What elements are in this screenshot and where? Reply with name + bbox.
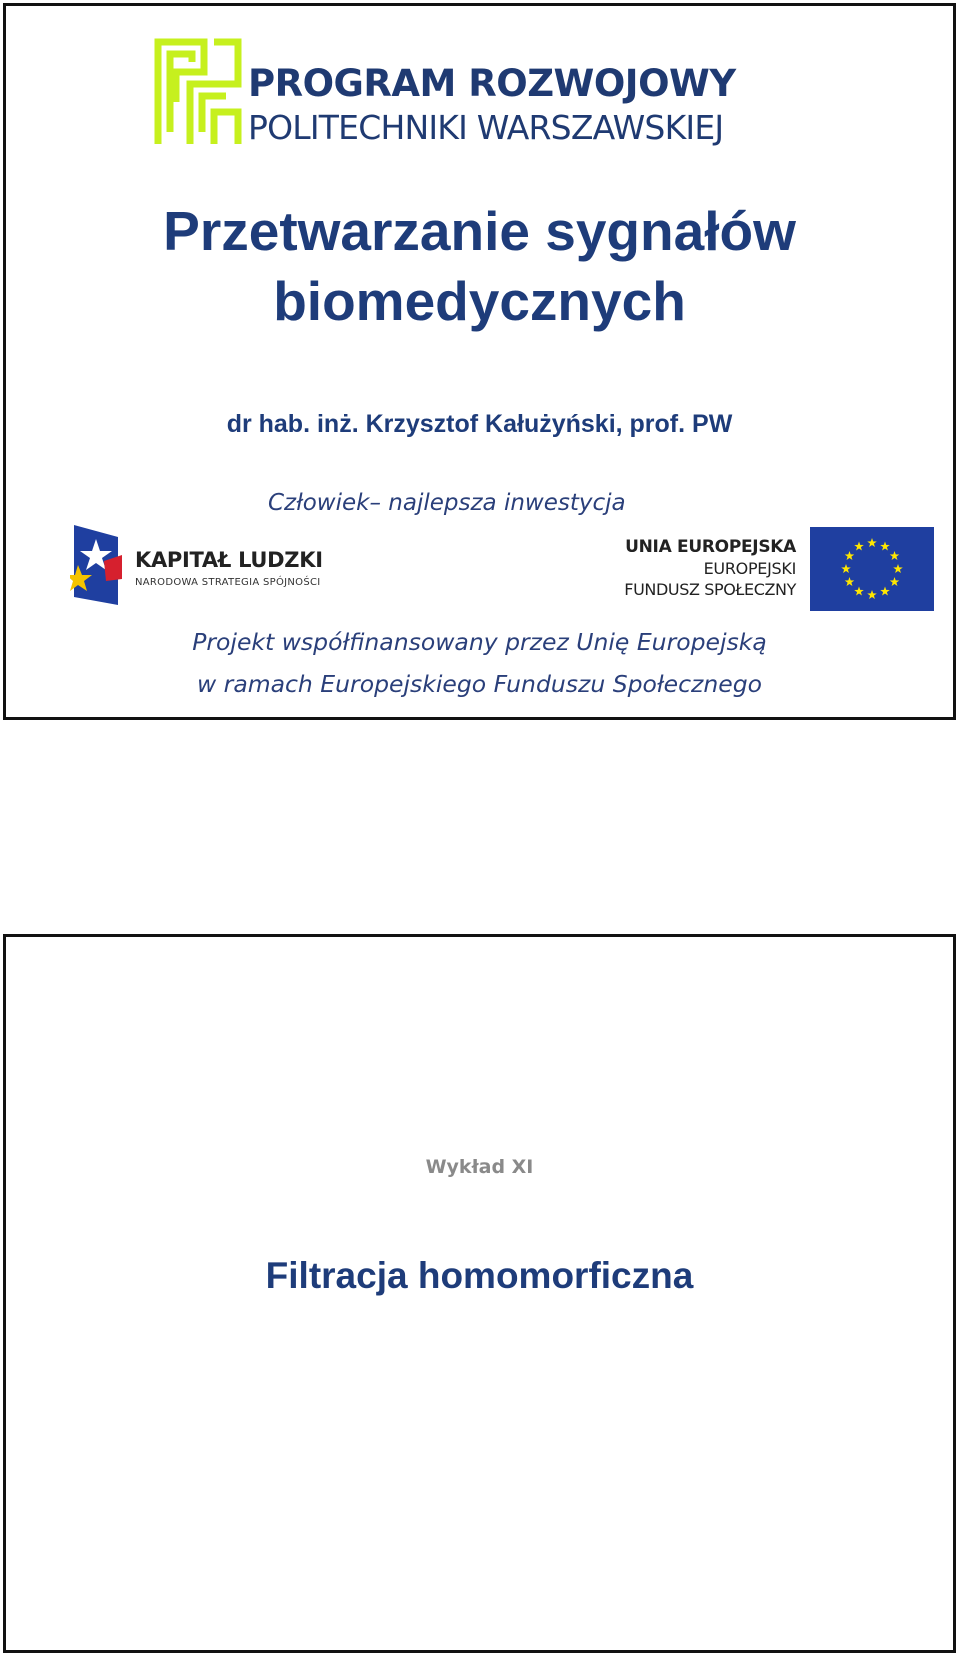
kapital-ludzki-name: KAPITAŁ LUDZKI (135, 548, 323, 572)
lecture-title: Filtracja homomorficzna (265, 1255, 694, 1296)
program-logo-line1: PROGRAM ROZWOJOWY (248, 62, 736, 105)
lecture-number: Wykład XI (425, 1156, 534, 1178)
presentation-title (6, 196, 953, 336)
lecture-slide (3, 934, 956, 1653)
pw-logo-icon (152, 32, 244, 150)
eu-fund-label (624, 536, 796, 600)
eu-line-3: FUNDUSZ SPOŁECZNY (624, 580, 796, 599)
kapital-ludzki-subtitle: NARODOWA STRATEGIA SPÓJNOŚCI (135, 577, 321, 588)
eu-line-1: UNIA EUROPEJSKA (625, 537, 796, 557)
title-line-1: Przetwarzanie sygnałów (163, 200, 796, 262)
motto: Człowiek– najlepsza inwestycja (268, 490, 626, 516)
project-line-2: w ramach Europejskiego Funduszu Społecznego (196, 670, 763, 698)
eu-line-2: EUROPEJSKI (703, 559, 796, 578)
program-rozwojowy-logo (152, 26, 762, 156)
kapital-ludzki-logo (70, 525, 330, 605)
kapital-ludzki-star-icon (70, 525, 122, 605)
title-line-2: biomedycznych (273, 270, 686, 332)
author: dr hab. inż. Krzysztof Kałużyński, prof. PW (226, 410, 733, 438)
project-line-1: Projekt współfinansowany przez Unię Europejską (192, 628, 767, 656)
eu-flag-icon (810, 527, 934, 611)
project-statement (6, 621, 953, 705)
program-logo-line2: POLITECHNIKI WARSZAWSKIEJ (248, 108, 724, 147)
title-slide (3, 3, 956, 720)
